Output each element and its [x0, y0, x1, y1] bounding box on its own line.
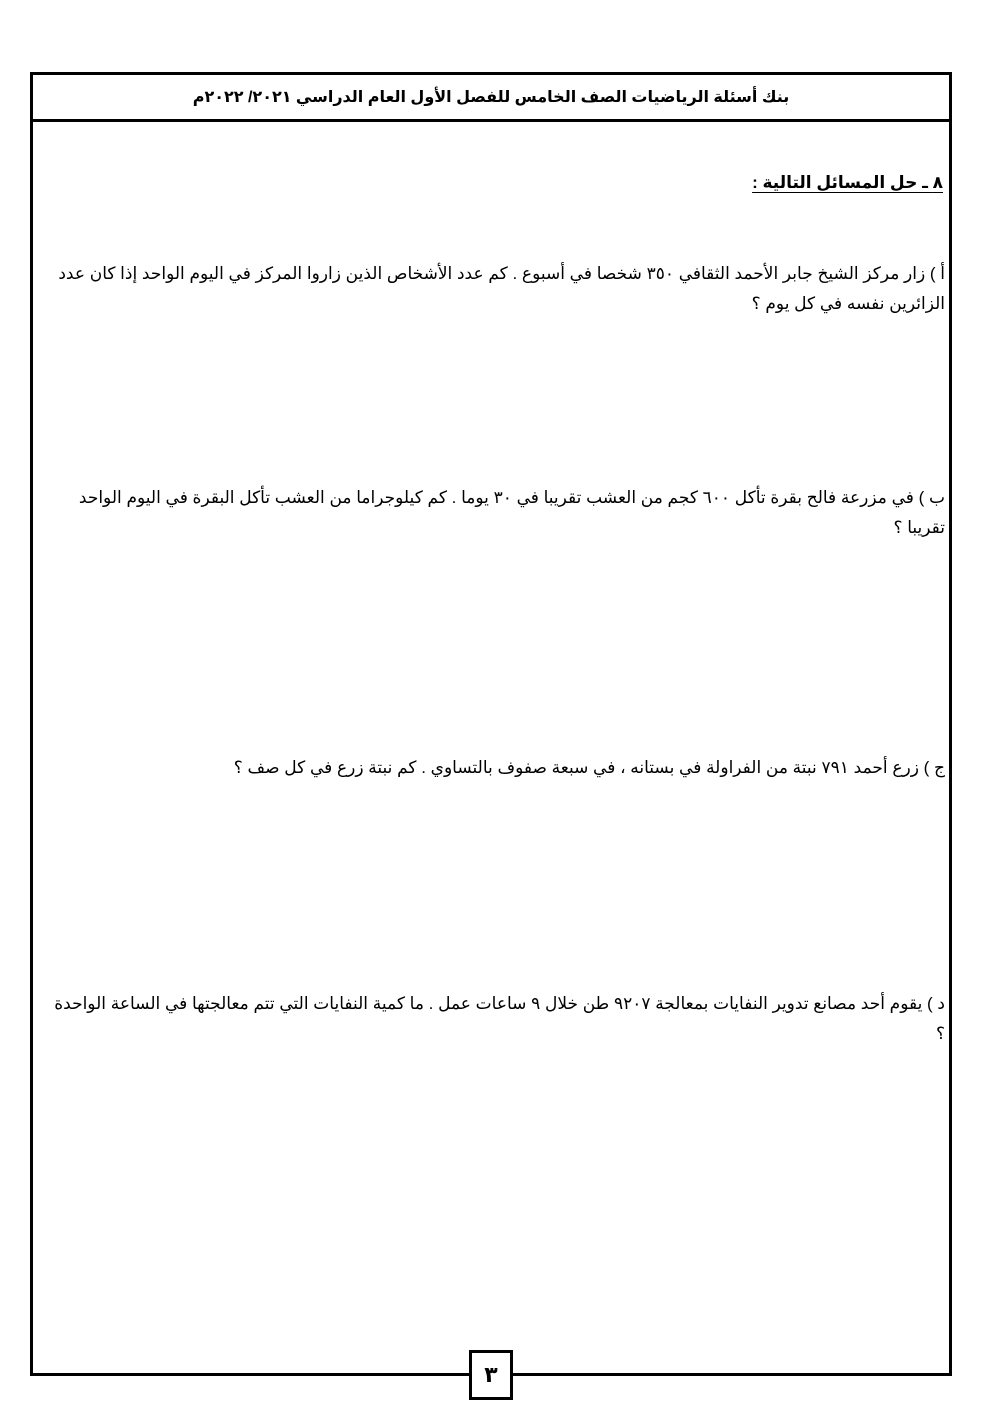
- page-frame: [30, 72, 952, 1387]
- question-b: ب ) في مزرعة فالح بقرة تأكل ٦٠٠ كجم من العشب تقريبا في ٣٠ يوما . كم كيلوجراما من العشب تأكل البقرة في اليوم الواحد تقريبا ؟: [78, 488, 945, 537]
- section-title: ٨ ـ حل المسائل التالية :: [752, 173, 943, 192]
- page-header: بنك أسئلة الرياضيات الصف الخامس للفصل الأول العام الدراسي ٢٠٢١/ ٢٠٢٢م: [33, 75, 949, 122]
- page-number: ٣: [469, 1350, 513, 1400]
- question-a: أ ) زار مركز الشيخ جابر الأحمد الثقافي ٣٥٠ شخصا في أسبوع . كم عدد الأشخاص الذين زاروا المركز في اليوم الواحد إذا كان عدد الزائرين نفسه في كل يوم ؟: [58, 264, 945, 313]
- question-d: د ) يقوم أحد مصانع تدوير النفايات بمعالجة ٩٢٠٧ طن خلال ٩ ساعات عمل . ما كمية النفايات التي تتم معالجتها في الساعة الواحدة ؟: [54, 994, 945, 1043]
- question-c: ج ) زرع أحمد ٧٩١ نبتة من الفراولة في بستانه ، في سبعة صفوف بالتساوي . كم نبتة زرع في كل صف ؟: [233, 758, 945, 777]
